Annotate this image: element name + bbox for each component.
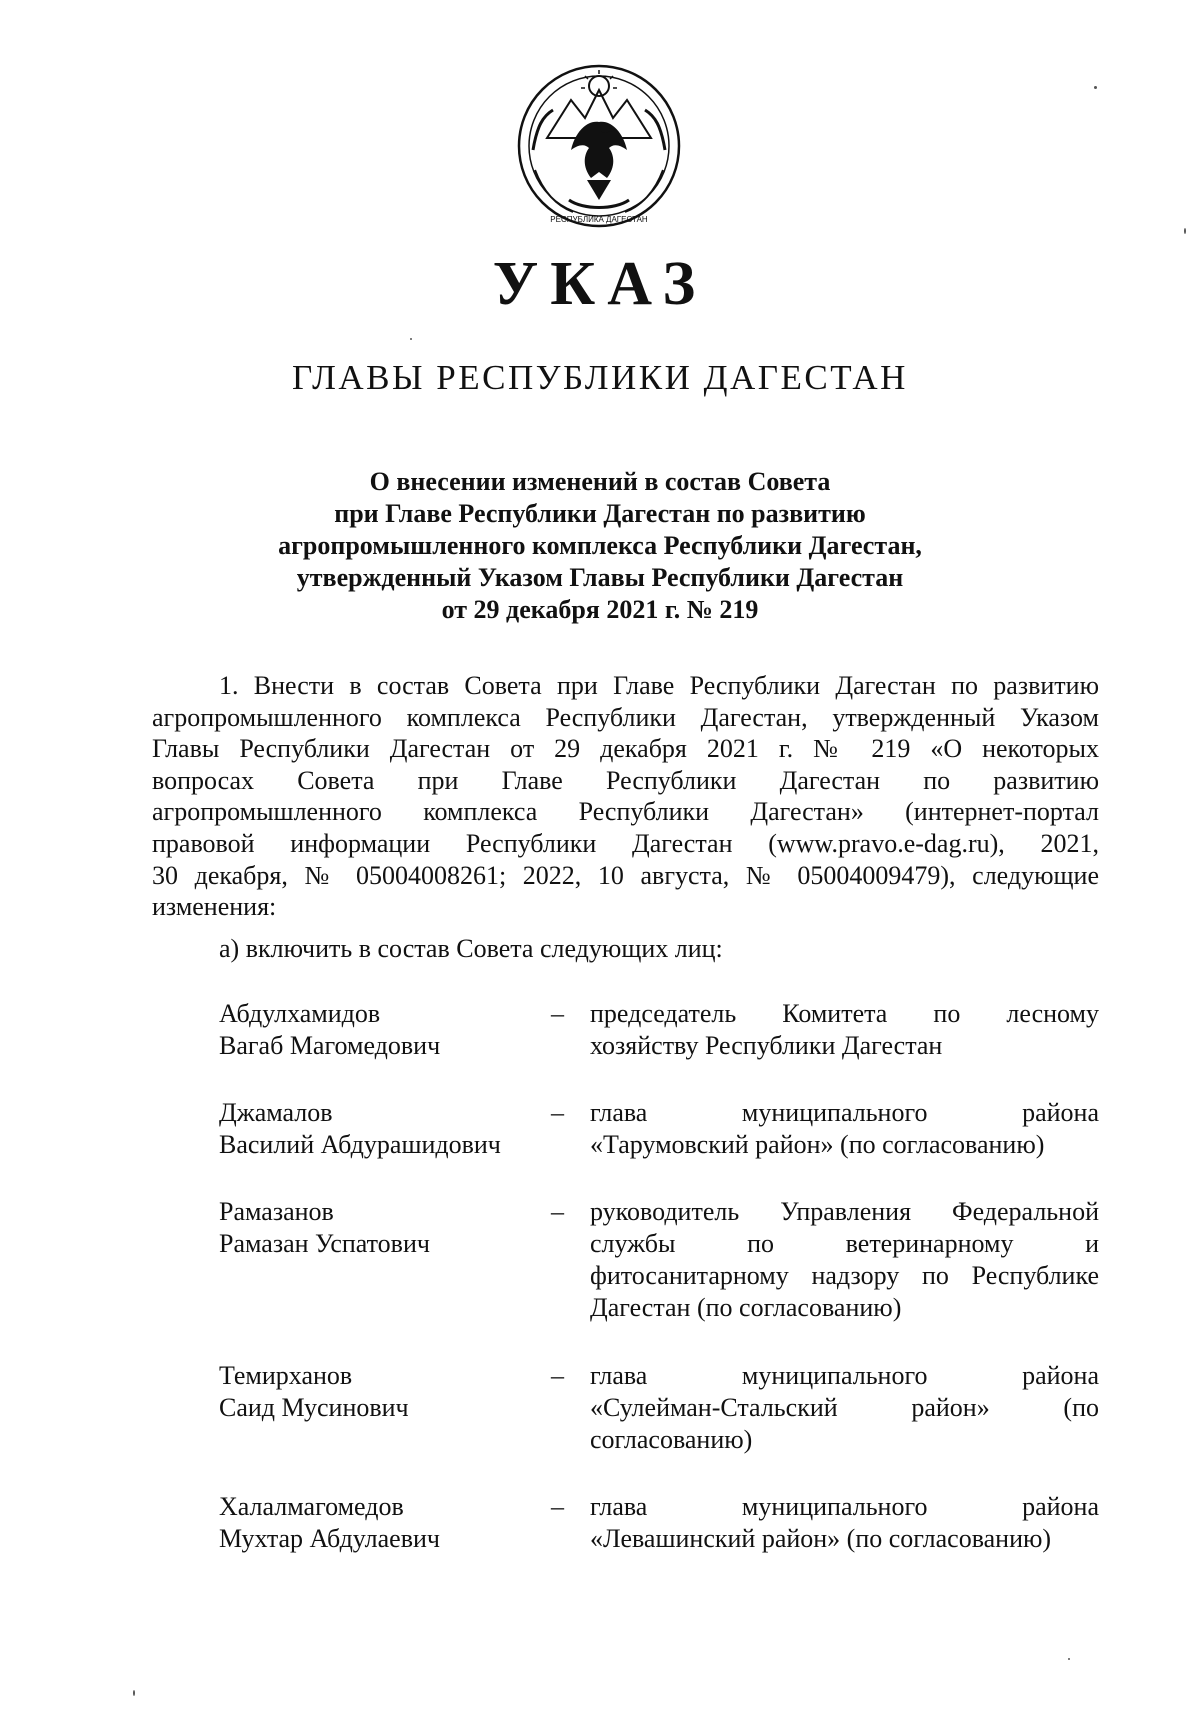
member-given-names: Мухтар Абдулаевич (219, 1524, 440, 1553)
member-surname: Темирханов (219, 1361, 353, 1390)
paragraph-line: изменения: (152, 892, 277, 922)
member-surname: Джамалов (219, 1098, 333, 1127)
member-role-line: руководитель Управления Федеральной (590, 1197, 1099, 1226)
member-given-names: Василий Абдурашидович (219, 1130, 501, 1159)
paragraph-line: Главы Республики Дагестан от 29 декабря 2021 г. № 219 «О некоторых (152, 734, 1099, 764)
member-given-names: Саид Мусинович (219, 1393, 409, 1422)
title-line: О внесении изменений в состав Совета (369, 467, 831, 496)
member-role-line: хозяйству Республики Дагестан (590, 1031, 943, 1060)
subitem-a: а) включить в состав Совета следующих лиц: (219, 934, 723, 963)
paragraph-line: агропромышленного комплекса Республики Дагестан, утвержденный Указом (152, 702, 1099, 732)
scan-speck (410, 338, 412, 340)
document-title (160, 466, 1040, 626)
member-name (219, 998, 549, 1062)
paragraph-line: вопросах Совета при Главе Республики Дагестан по развитию (152, 765, 1099, 795)
member-role-line: глава муниципального района (590, 1098, 1099, 1127)
member-role-line: «Сулейман-Стальский район» (по (590, 1393, 1099, 1422)
member-given-names: Рамазан Успатович (219, 1229, 430, 1258)
scan-speck (133, 1690, 135, 1696)
member-dash: – (551, 1098, 564, 1127)
member-role-line: «Левашинский район» (по согласованию) (590, 1524, 1052, 1553)
member-surname: Рамазанов (219, 1197, 334, 1226)
member-role-line: глава муниципального района (590, 1492, 1099, 1521)
scan-speck (1184, 228, 1186, 234)
paragraph-line: 1. Внести в состав Совета при Главе Республики Дагестан по развитию (219, 671, 1099, 700)
member-surname: Халалмагомедов (219, 1492, 404, 1521)
member-surname: Абдулхамидов (219, 999, 381, 1028)
member-role-line: Дагестан (по согласованию) (590, 1293, 902, 1322)
member-role-line: службы по ветеринарному и (590, 1229, 1099, 1258)
member-role-line: председатель Комитета по лесному (590, 999, 1099, 1028)
member-role (590, 1491, 1099, 1555)
member-name (219, 1196, 549, 1260)
scan-speck (1094, 86, 1097, 89)
member-role-line: фитосанитарному надзору по Республике (590, 1261, 1099, 1290)
member-role (590, 1196, 1099, 1324)
member-role-line: согласованию) (590, 1425, 753, 1454)
document-issuer-heading: ГЛАВЫ РЕСПУБЛИКИ ДАГЕСТАН (292, 358, 908, 397)
emblem-motto: РЕСПУБЛИКА ДАГЕСТАН (550, 215, 648, 224)
member-name (219, 1360, 549, 1424)
title-line: от 29 декабря 2021 г. № 219 (441, 595, 759, 624)
paragraph-line: правовой информации Республики Дагестан (www.pravo.e-dag.ru), 2021, (152, 828, 1099, 858)
member-dash: – (551, 1361, 564, 1390)
member-name (219, 1097, 549, 1161)
title-line: при Главе Республики Дагестан по развитию (334, 499, 866, 528)
title-line: утвержденный Указом Главы Республики Дагестан (296, 563, 904, 592)
coat-of-arms-emblem (513, 60, 685, 232)
member-dash: – (551, 1492, 564, 1521)
paragraph-line: агропромышленного комплекса Республики Дагестан» (интернет-портал (152, 797, 1099, 827)
title-line: агропромышленного комплекса Республики Дагестан, (278, 531, 922, 560)
document-type-heading: УКАЗ (492, 250, 708, 318)
member-given-names: Вагаб Магомедович (219, 1031, 441, 1060)
dagestan-coat-of-arms-icon (513, 60, 685, 232)
member-role-line: глава муниципального района (590, 1361, 1099, 1390)
paragraph-1 (152, 670, 1099, 923)
member-role (590, 998, 1099, 1062)
member-name (219, 1491, 549, 1555)
member-dash: – (551, 1197, 564, 1226)
member-role-line: «Тарумовский район» (по согласованию) (590, 1130, 1045, 1159)
member-role (590, 1097, 1099, 1161)
member-dash: – (551, 999, 564, 1028)
paragraph-line: 30 декабря, № 05004008261; 2022, 10 августа, № 05004009479), следующие (152, 860, 1099, 890)
member-role (590, 1360, 1099, 1456)
scan-speck (1068, 1658, 1070, 1660)
